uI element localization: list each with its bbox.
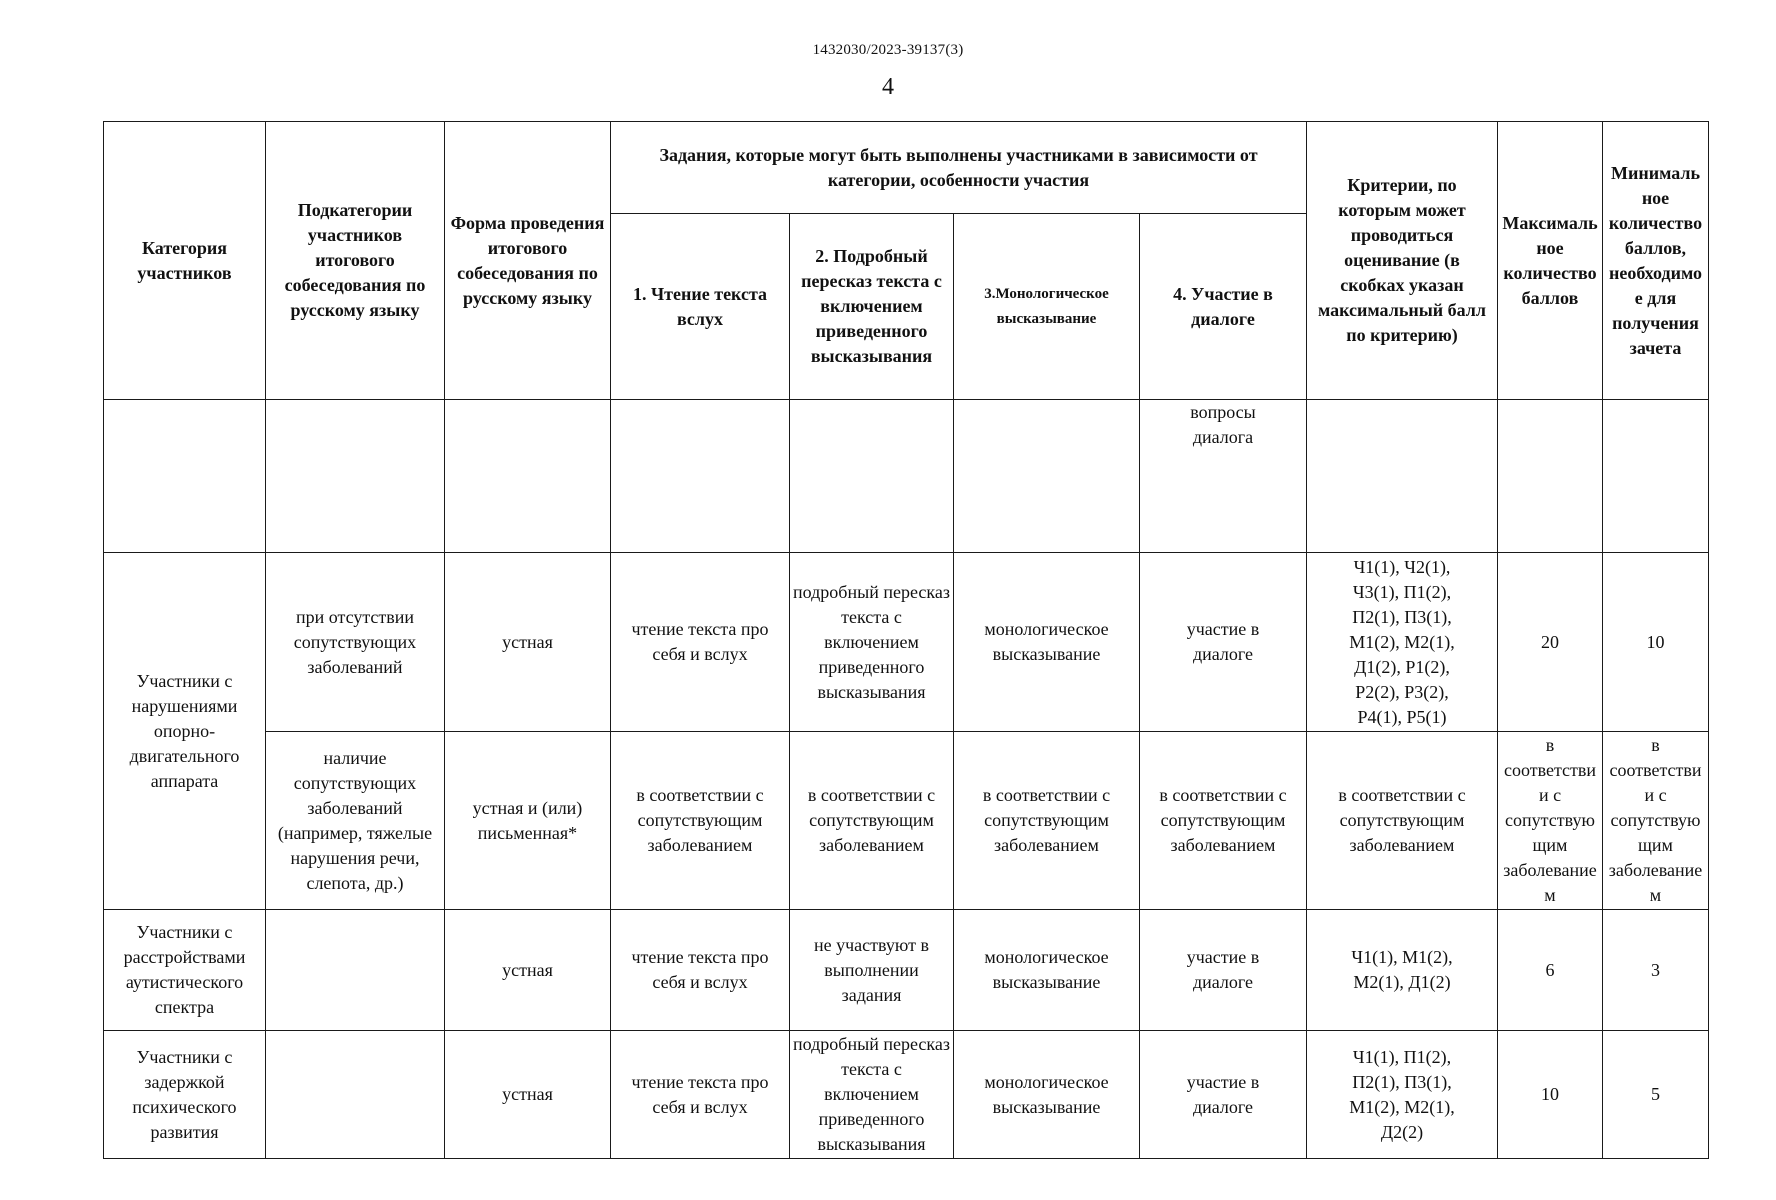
cell-max-score: в соответствии с сопутствующим заболеванием <box>1498 732 1603 910</box>
cell-empty <box>266 400 445 553</box>
cell-min-score: 5 <box>1603 1031 1709 1159</box>
cell-subcategory: наличие сопутствующих заболеваний (например, тяжелые нарушения речи, слепота, др.) <box>266 732 445 910</box>
cell-criteria: Ч1(1), П1(2), П2(1), П3(1), М1(2), М2(1), Д2(2) <box>1307 1031 1498 1159</box>
cell-subcategory <box>266 910 445 1031</box>
cell-empty <box>104 400 266 553</box>
cell-task4: участие в диалоге <box>1140 553 1307 732</box>
cell-task3: монологическое высказывание <box>954 1031 1140 1159</box>
cell-task4: в соответствии с сопутствующим заболеванием <box>1140 732 1307 910</box>
cell-form: устная <box>445 553 611 732</box>
header-form: Форма проведения итогового собеседования по русскому языку <box>445 122 611 400</box>
cell-max-score: 6 <box>1498 910 1603 1031</box>
table-row <box>104 910 1709 1031</box>
cell-task2: в соответствии с сопутствующим заболеванием <box>790 732 954 910</box>
document-number: 1432030/2023-39137(3) <box>812 42 964 58</box>
cell-min-score: 10 <box>1603 553 1709 732</box>
cell-subcategory <box>266 1031 445 1159</box>
header-task4: 4. Участие в диалоге <box>1140 214 1307 400</box>
cell-category: Участники с нарушениями опорно-двигательного аппарата <box>104 553 266 910</box>
header-subcategory: Подкатегории участников итогового собеседования по русскому языку <box>266 122 445 400</box>
cell-task4: участие в диалоге <box>1140 1031 1307 1159</box>
cell-task4: участие в диалоге <box>1140 910 1307 1031</box>
cell-min-score: 3 <box>1603 910 1709 1031</box>
header-task2: 2. Подробный пересказ текста с включением приведенного высказывания <box>790 214 954 400</box>
table-row <box>104 1031 1709 1159</box>
cell-task3: монологическое высказывание <box>954 910 1140 1031</box>
continuation-row <box>104 400 1709 553</box>
header-category: Категория участников <box>104 122 266 400</box>
cell-task2: подробный пересказ текста с включением приведенного высказывания <box>790 1031 954 1159</box>
header-row-1 <box>104 122 1709 214</box>
cell-category: Участники с задержкой психического развития <box>104 1031 266 1159</box>
header-criteria: Критерии, по которым может проводиться оценивание (в скобках указан максимальный балл по критерию) <box>1307 122 1498 400</box>
cell-form: устная <box>445 910 611 1031</box>
cell-task4: вопросы диалога <box>1140 400 1307 553</box>
header-min-score: Минимальное количество баллов, необходимое для получения зачета <box>1603 122 1709 400</box>
cell-form: устная и (или) письменная* <box>445 732 611 910</box>
cell-task1: чтение текста про себя и вслух <box>611 553 790 732</box>
header-task3: 3.Монологическое высказывание <box>954 214 1140 400</box>
cell-form: устная <box>445 1031 611 1159</box>
cell-max-score: 10 <box>1498 1031 1603 1159</box>
cell-empty <box>790 400 954 553</box>
header-task1: 1. Чтение текста вслух <box>611 214 790 400</box>
cell-criteria: Ч1(1), М1(2), М2(1), Д1(2) <box>1307 910 1498 1031</box>
cell-empty <box>1498 400 1603 553</box>
cell-empty <box>1603 400 1709 553</box>
header-tasks-group: Задания, которые могут быть выполнены участниками в зависимости от категории, особенности участия <box>611 122 1307 214</box>
cell-task1: чтение текста про себя и вслух <box>611 910 790 1031</box>
table-row <box>104 553 1709 732</box>
cell-subcategory: при отсутствии сопутствующих заболеваний <box>266 553 445 732</box>
cell-empty <box>954 400 1140 553</box>
cell-empty <box>611 400 790 553</box>
cell-empty <box>1307 400 1498 553</box>
cell-task3: в соответствии с сопутствующим заболеванием <box>954 732 1140 910</box>
cell-task1: чтение текста про себя и вслух <box>611 1031 790 1159</box>
cell-task1: в соответствии с сопутствующим заболеванием <box>611 732 790 910</box>
cell-category: Участники с расстройствами аутистического спектра <box>104 910 266 1031</box>
cell-max-score: 20 <box>1498 553 1603 732</box>
cell-task2: подробный пересказ текста с включением приведенного высказывания <box>790 553 954 732</box>
cell-empty <box>445 400 611 553</box>
cell-criteria: в соответствии с сопутствующим заболеванием <box>1307 732 1498 910</box>
cell-criteria: Ч1(1), Ч2(1), Ч3(1), П1(2), П2(1), П3(1), М1(2), М2(1), Д1(2), Р1(2), Р2(2), Р3(2), Р4(1), Р5(1) <box>1307 553 1498 732</box>
page-number: 4 <box>882 74 894 100</box>
cell-min-score: в соответствии с сопутствующим заболеванием <box>1603 732 1709 910</box>
cell-task2: не участвуют в выполнении задания <box>790 910 954 1031</box>
participants-table <box>103 121 1709 1159</box>
cell-task3: монологическое высказывание <box>954 553 1140 732</box>
header-max-score: Максимальное количество баллов <box>1498 122 1603 400</box>
table-row <box>104 732 1709 910</box>
